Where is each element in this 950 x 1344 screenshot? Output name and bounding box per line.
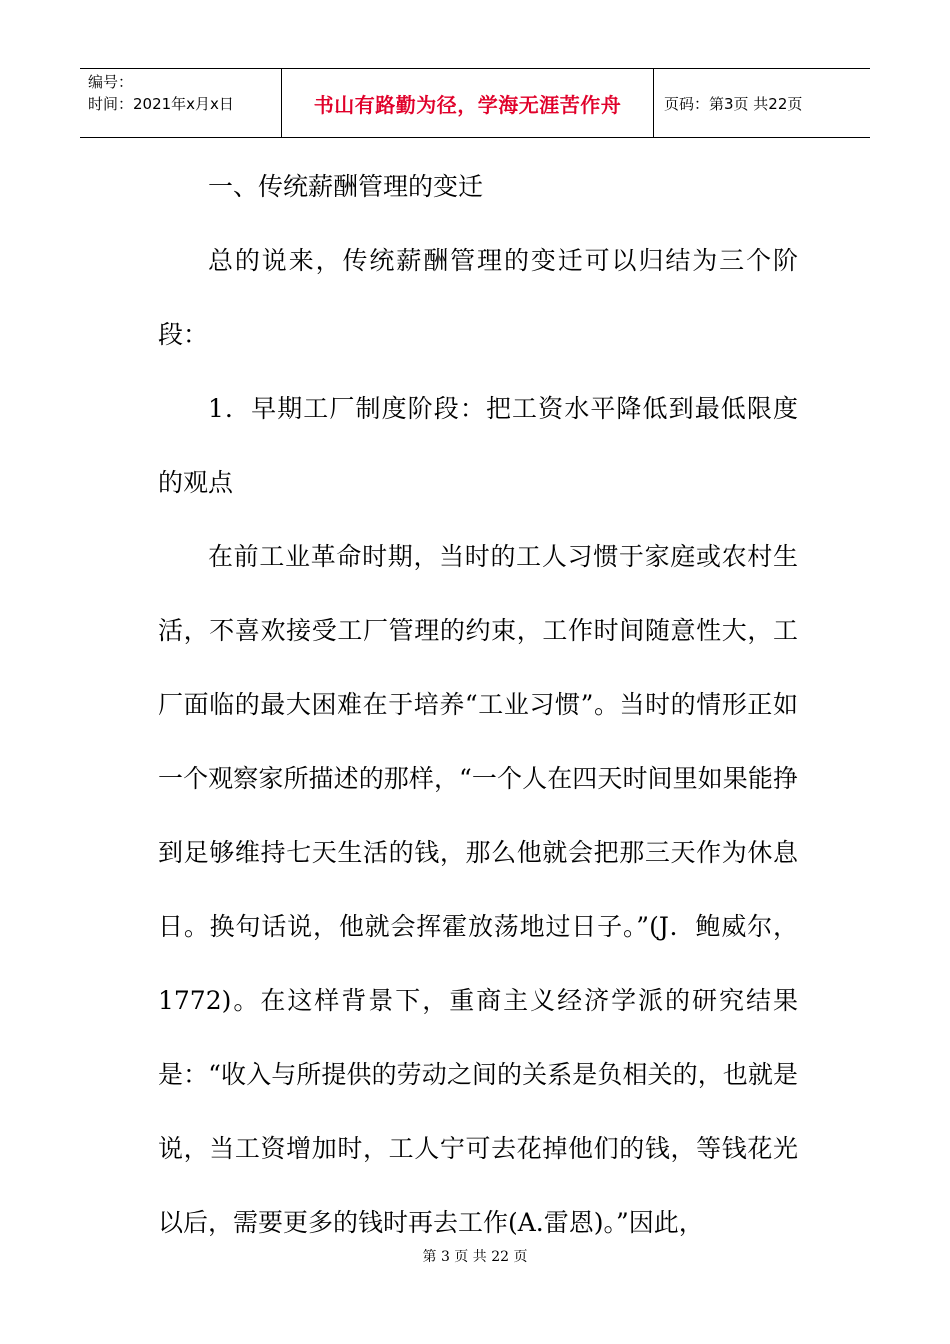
document-body — [158, 150, 798, 1260]
section-heading: 一、传统薪酬管理的变迁 — [208, 172, 484, 201]
stage-title: 1．早期工厂制度阶段：把工资水平降低到最低限度的观点 — [158, 394, 798, 497]
intro-paragraph: 总的说来，传统薪酬管理的变迁可以归结为三个阶段： — [158, 246, 798, 349]
number-label: 编号： — [88, 73, 134, 91]
document-header — [80, 68, 870, 138]
header-meta-cell — [80, 69, 282, 137]
page-footer: 第 3 页 共 22 页 — [422, 1249, 528, 1265]
time-label: 时间：2021年x月x日 — [88, 95, 234, 113]
page-info: 页码：第3页 共22页 — [664, 94, 803, 113]
motto: 书山有路勤为径，学海无涯苦作舟 — [282, 69, 654, 137]
body-paragraph: 在前工业革命时期，当时的工人习惯于家庭或农村生活，不喜欢接受工厂管理的约束，工作时间随意性大，工厂面临的最大困难在于培养“工业习惯”。当时的情形正如一个观察家所描述的那样，“一个人在四天时间里如果能挣到足够维持七天生活的钱，那么他就会把那三天作为休息日。换句话说，他就会挥霍放荡地过日子。”(J．鲍威尔，1772)。在这样背景下，重商主义经济学派的研究结果是：“收入与所提供的劳动之间的关系是负相关的，也就是说，当工资增加时，工人宁可去花掉他们的钱，等钱花光以后，需要更多的钱时再去工作(A.雷恩)。”因此， — [158, 542, 798, 1237]
